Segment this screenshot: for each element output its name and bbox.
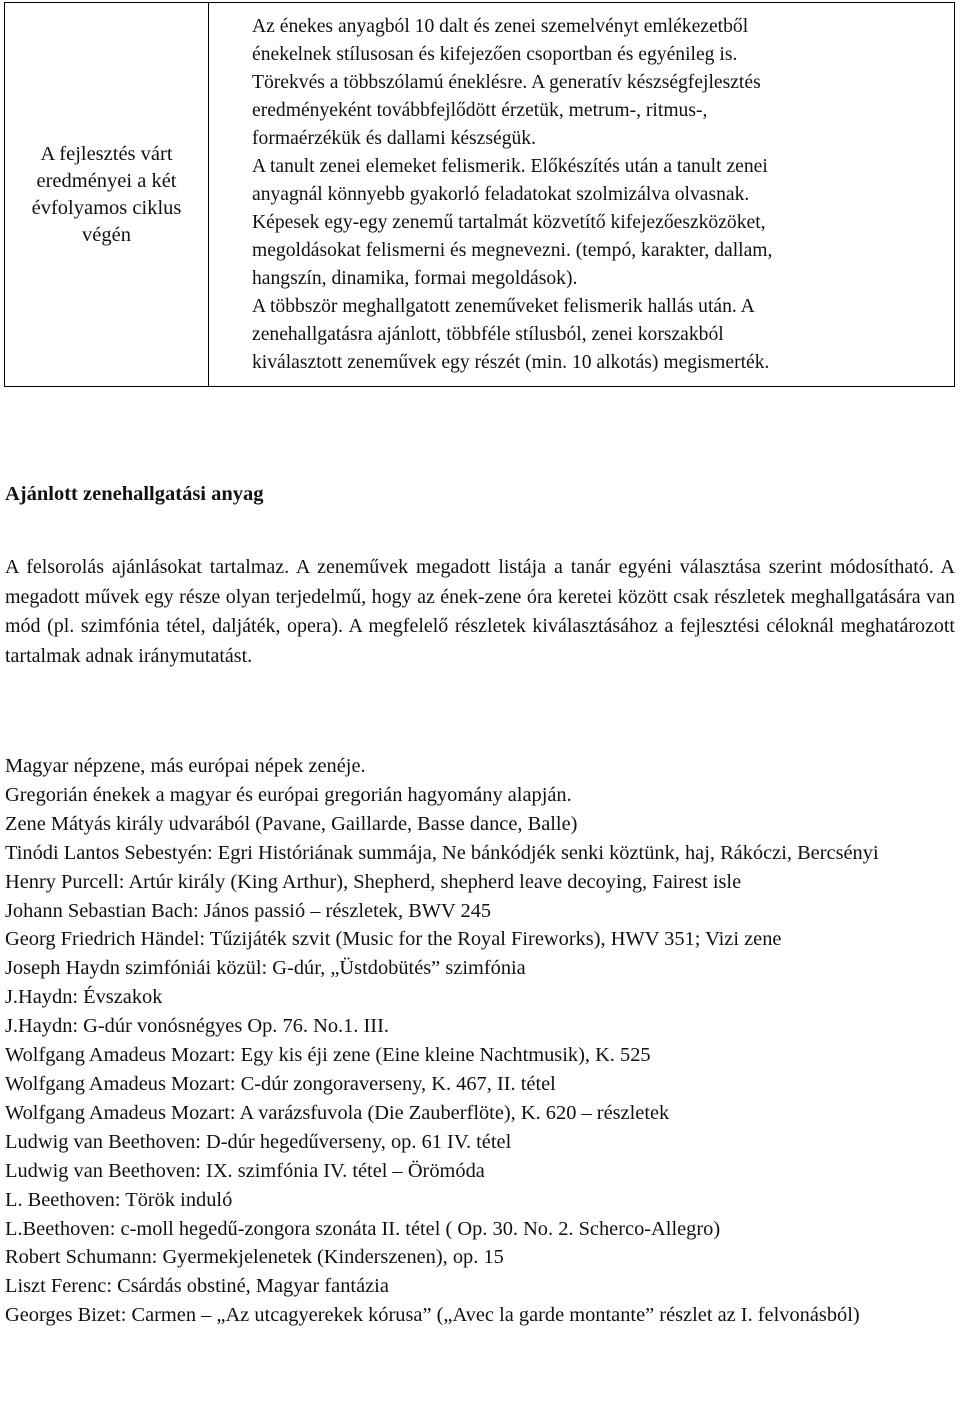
work-item: Johann Sebastian Bach: János passió – részletek, BWV 245 [5,899,492,922]
work-item: L.Beethoven: c-moll hegedű-zongora szonáta II. tétel ( Op. 30. No. 2. Scherco-Allegro) [5,1217,721,1240]
work-item: Zene Mátyás király udvarából (Pavane, Gaillarde, Basse dance, Balle) [5,812,578,835]
works-list [5,752,955,1330]
results-line: megoldásokat felismerni és megnevezni. (tempó, karakter, dallam, [252,239,773,261]
results-label: A fejlesztés várt eredményei a két évfolyamos ciklus végén [31,142,182,246]
results-line: formaérzékük és dallami készségük. [252,127,536,149]
results-line: A tanult zenei elemeket felismerik. Előkészítés után a tanult zenei [252,155,768,177]
work-item: Georg Friedrich Händel: Tűzijáték szvit (Music for the Royal Fireworks), HWV 351; Vizi zene [5,928,782,951]
results-label-cell [5,3,209,387]
results-lines [252,13,954,377]
work-item: Wolfgang Amadeus Mozart: Egy kis éji zene (Eine kleine Nachtmusik), K. 525 [5,1044,651,1067]
results-line: énekelnek stílusosan és kifejezően csoportban és egyénileg is. [252,43,738,65]
work-item: Henry Purcell: Artúr király (King Arthur), Shepherd, shepherd leave decoying, Fairest isle [5,870,742,893]
work-item: Gregorián énekek a magyar és európai gregorián hagyomány alapján. [5,783,572,806]
results-line: hangszín, dinamika, formai megoldások). [252,267,578,289]
results-line: Törekvés a többszólamú éneklésre. A generatív készségfejlesztés [252,71,761,93]
results-row [5,3,955,387]
work-item: Wolfgang Amadeus Mozart: A varázsfuvola (Die Zauberflöte), K. 620 – részletek [5,1101,670,1124]
results-line: A többször meghallgatott zeneműveket felismerik hallás után. A [252,295,755,317]
results-line: kiválasztott zeneművek egy részét (min. 10 alkotás) megismerték. [252,351,770,373]
work-item: Joseph Haydn szimfóniái közül: G-dúr, „Üstdobütés” szimfónia [5,957,526,980]
section-heading: Ajánlott zenehallgatási anyag [5,483,264,505]
intro-paragraph: A felsorolás ajánlásokat tartalmaz. A zeneművek megadott listája a tanár egyéni választása szerint módosítható. A megadott művek egy része olyan terjedelmű, hogy az ének-zene óra keretei között csak részletek meghallgatására van mód (pl. szimfónia tétel, daljáték, opera). A megfelelő részletek kiválasztásához a fejlesztési céloknál meghatározott tartalmak adnak iránymutatást. [5,556,955,667]
results-content-cell [209,3,955,387]
results-table [4,2,955,387]
results-line: Képesek egy-egy zenemű tartalmát közvetítő kifejezőeszközöket, [252,211,766,233]
work-item: J.Haydn: Évszakok [5,986,163,1009]
work-item: Georges Bizet: Carmen – „Az utcagyerekek kórusa” („Avec la garde montante” részlet az I. felvonásból) [5,1304,860,1327]
work-item: Ludwig van Beethoven: D-dúr hegedűverseny, op. 61 IV. tétel [5,1130,512,1153]
results-line: zenehallgatásra ajánlott, többféle stílusból, zenei korszakból [252,323,724,345]
work-item: Magyar népzene, más európai népek zenéje. [5,755,366,777]
work-item: L. Beethoven: Török induló [5,1188,233,1211]
work-item: Liszt Ferenc: Csárdás obstiné, Magyar fantázia [5,1275,389,1298]
work-item: Ludwig van Beethoven: IX. szimfónia IV. tétel – Örömóda [5,1159,485,1182]
results-line: eredményeként továbbfejlődött érzetük, metrum-, ritmus-, [252,99,708,121]
work-item: J.Haydn: G-dúr vonósnégyes Op. 76. No.1. III. [5,1015,389,1038]
work-item: Wolfgang Amadeus Mozart: C-dúr zongoraverseny, K. 467, II. tétel [5,1072,556,1095]
work-item: Tinódi Lantos Sebestyén: Egri Históriának summája, Ne bánkódjék senki köztünk, haj, Rákóczi, Bercsényi [5,841,879,864]
work-item: Robert Schumann: Gyermekjelenetek (Kinderszenen), op. 15 [5,1246,504,1269]
results-line: Az énekes anyagból 10 dalt és zenei szemelvényt emlékezetből [252,15,749,37]
results-line: anyagnál könnyebb gyakorló feladatokat szolmizálva olvasnak. [252,183,750,205]
